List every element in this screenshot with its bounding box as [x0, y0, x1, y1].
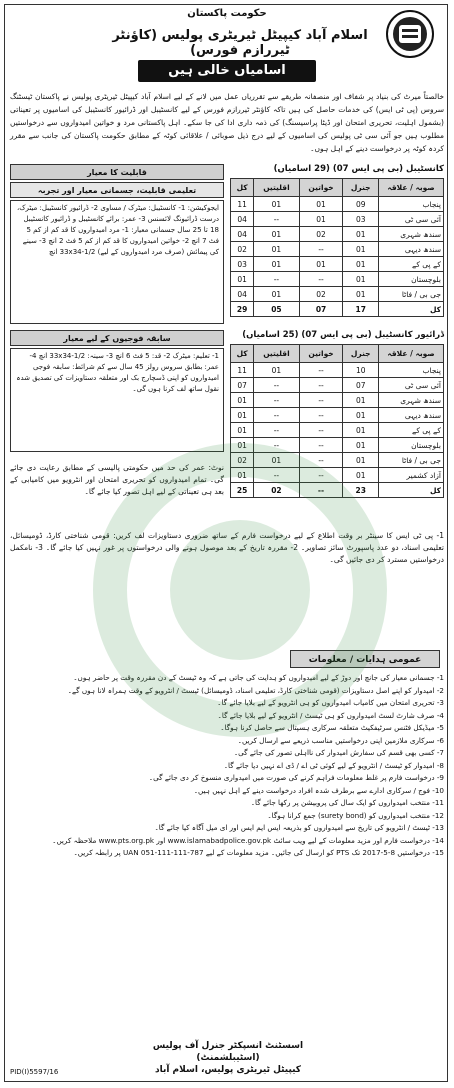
- province-cell: سندھ دیہی: [379, 242, 444, 257]
- province-cell: جی بی / فاٹا: [379, 287, 444, 302]
- table-row: [231, 272, 444, 287]
- count-cell: 04: [231, 212, 254, 227]
- general-instructions-list: [10, 672, 444, 860]
- count-cell: 02: [254, 483, 299, 498]
- count-cell: 01: [343, 287, 379, 302]
- col-header: خواتین: [299, 179, 343, 197]
- count-cell: 01: [254, 242, 299, 257]
- count-cell: 01: [299, 197, 343, 212]
- eligibility-heading: قابلیت کا معیار: [10, 164, 224, 180]
- count-cell: 01: [231, 408, 254, 423]
- table-row: [231, 483, 444, 498]
- intro-paragraph: خالصتاً میرٹ کی بنیاد پر شفاف اور منصفانہ طریقے سے تقرریاں عمل میں لانے کے لیے اسلام آباد کیپیٹل ٹیریٹری پولیس نے پاکستان ٹیسٹنگ سروس (پی ٹی ایس) کی خدمات حاصل کی ہیں تاکہ کاؤنٹر ٹیررازم فورس کے لیے کانسٹیبل اور ڈرائیور کانسٹیبل کی اسامیوں پر تعیناتی (بشمول اہلیت، تحریری امتحان اور ڈیٹا پراسیسنگ) کی ذمہ داری ادا کی جا سکے۔ اہل پاکستانی مرد و خواتین امیدواروں سے درخواستیں مطلوب ہیں جو آئی سی ٹی پولیس کی اسامیوں کے لیے درج ذیل صوبائی / علاقائی کوٹہ کے مطابق حکومت پاکستان کی جانب سے مقرر کردہ کوٹہ پر درخواست دینے کے اہل ہوں۔: [10, 92, 444, 153]
- province-cell: کل: [379, 483, 444, 498]
- count-cell: 02: [231, 242, 254, 257]
- count-cell: 29: [231, 302, 254, 317]
- table-row: [231, 363, 444, 378]
- count-cell: --: [254, 272, 299, 287]
- table-row: [231, 408, 444, 423]
- list-item: 11- منتخب امیدواروں کو ایک سال کی پروبیشن پر رکھا جائے گا۔: [250, 798, 444, 807]
- col-header: صوبہ / علاقہ: [379, 345, 444, 363]
- count-cell: 01: [343, 242, 379, 257]
- count-cell: --: [254, 378, 299, 393]
- count-cell: 23: [343, 483, 379, 498]
- province-cell: کل: [379, 302, 444, 317]
- count-cell: 04: [231, 287, 254, 302]
- driver-constable-quota-table: [230, 344, 444, 498]
- pid-number: PID(I)5597/16: [10, 1068, 59, 1076]
- count-cell: 02: [299, 227, 343, 242]
- count-cell: --: [299, 423, 343, 438]
- count-cell: 01: [254, 453, 299, 468]
- count-cell: 02: [231, 453, 254, 468]
- count-cell: --: [254, 438, 299, 453]
- province-cell: آزاد کشمیر: [379, 468, 444, 483]
- general-instructions-heading: عمومی ہدایات / معلومات: [290, 650, 440, 668]
- count-cell: 03: [343, 212, 379, 227]
- count-cell: 01: [299, 212, 343, 227]
- count-cell: 01: [343, 468, 379, 483]
- province-cell: سندھ دیہی: [379, 408, 444, 423]
- count-cell: 01: [299, 257, 343, 272]
- signature-line-2: کیپیٹل ٹیریٹری پولیس، اسلام آباد: [154, 1065, 302, 1075]
- ex-service-heading: سابقہ فوجیوں کے لیے معیار: [10, 330, 224, 346]
- count-cell: --: [299, 468, 343, 483]
- col-header: صوبہ / علاقہ: [379, 179, 444, 197]
- province-cell: جی بی / فاٹا: [379, 453, 444, 468]
- count-cell: 04: [231, 227, 254, 242]
- table-row: [231, 453, 444, 468]
- count-cell: 07: [231, 378, 254, 393]
- list-item: 12- منتخب امیدواروں کو (surety bond) جمع کرانا ہوگا۔: [267, 810, 444, 820]
- police-logo-icon: [386, 10, 434, 58]
- count-cell: --: [299, 483, 343, 498]
- province-cell: پنجاب: [379, 363, 444, 378]
- signature-block: [140, 1040, 316, 1076]
- count-cell: --: [299, 438, 343, 453]
- table-row: [231, 378, 444, 393]
- list-item: 8- امیدوار کو ٹیسٹ / انٹرویو کے لیے کوئی ٹی اے / ڈی اے نہیں دیا جائے گا۔: [223, 760, 444, 770]
- side-notes: نوٹ: عمر کی حد میں حکومتی پالیسی کے مطابق رعایت دی جائے گی۔ تمام امیدواروں کو تحریری امتحان اور انٹرویو میں کامیابی کے بعد ہی تعیناتی کے لیے اہل تصور کیا جائے گا۔: [10, 463, 224, 496]
- count-cell: 01: [343, 453, 379, 468]
- table-row: [231, 197, 444, 212]
- col-header: جنرل: [343, 179, 379, 197]
- table-row: [231, 212, 444, 227]
- eligibility-details: ایجوکیشن: 1- کانسٹیبل: میٹرک / مساوی 2- ڈرائیور کانسٹیبل: میٹرک، درست ڈرائیونگ لائسنس 3- عمر: برائے کانسٹیبل و ڈرائیور کانسٹیبل 18 تا 25 سال جسمانی معیار: 1- مرد امیدواروں کا قد کم از کم 5 فٹ 7 انچ 2- خواتین امیدواروں کا قد کم از کم 5 فٹ 2 انچ 3- سینے کی پیمائش (صرف مرد امیدواروں کے لیے) 33x34-1/2 انچ: [10, 200, 224, 324]
- province-cell: سندھ شہری: [379, 227, 444, 242]
- list-item: 6- سرکاری ملازمین اپنی درخواستیں مناسب ذریعے سے ارسال کریں۔: [237, 735, 444, 745]
- count-cell: 11: [231, 363, 254, 378]
- table-row: [231, 242, 444, 257]
- table-row: [231, 302, 444, 317]
- list-item: 5- میڈیکل فٹنس سرٹیفکیٹ متعلقہ سرکاری ہسپتال سے حاصل کرنا ہوگا۔: [220, 723, 444, 732]
- count-cell: 07: [343, 378, 379, 393]
- count-cell: --: [299, 453, 343, 468]
- count-cell: --: [299, 242, 343, 257]
- province-cell: سندھ شہری: [379, 393, 444, 408]
- government-heading: حکومت پاکستان: [187, 8, 267, 19]
- province-cell: آئی سی ٹی: [379, 212, 444, 227]
- count-cell: --: [254, 212, 299, 227]
- province-cell: بلوچستان: [379, 438, 444, 453]
- count-cell: 01: [254, 197, 299, 212]
- list-item: 3- تحریری امتحان میں کامیاب امیدواروں کو ہی انٹرویو کے لیے بلایا جائے گا۔: [217, 698, 444, 707]
- count-cell: --: [254, 393, 299, 408]
- count-cell: 07: [299, 302, 343, 317]
- table1-title: کانسٹیبل (بی پی ایس 07) (29 اسامیاں): [273, 164, 444, 174]
- count-cell: 01: [343, 272, 379, 287]
- col-header: کل: [231, 345, 254, 363]
- count-cell: 03: [231, 257, 254, 272]
- count-cell: 01: [343, 257, 379, 272]
- count-cell: --: [254, 408, 299, 423]
- list-item: 2- امیدوار کو اپنے اصل دستاویزات (قومی شناختی کارڈ، تعلیمی اسناد، ڈومیسائل) ٹیسٹ / انٹرویو کے وقت ہمراہ لانا ہوں گے۔: [67, 685, 444, 695]
- table-row: [231, 393, 444, 408]
- count-cell: --: [299, 272, 343, 287]
- table-row: [231, 468, 444, 483]
- eligibility-subheading: تعلیمی قابلیت، جسمانی معیار اور تجربہ: [10, 182, 224, 198]
- col-header: اقلیتیں: [254, 345, 299, 363]
- count-cell: 11: [231, 197, 254, 212]
- signature-line-1: اسسٹنٹ انسپکٹر جنرل آف پولیس (اسٹیبلشمنٹ): [152, 1041, 304, 1063]
- list-item: 9- درخواست فارم پر غلط معلومات فراہم کرنے کی صورت میں امیدواری منسوخ کر دی جائے گی۔: [148, 773, 444, 782]
- count-cell: 09: [343, 197, 379, 212]
- table-row: [231, 438, 444, 453]
- count-cell: --: [254, 468, 299, 483]
- col-header: اقلیتیں: [254, 179, 299, 197]
- count-cell: 02: [299, 287, 343, 302]
- count-cell: 01: [231, 272, 254, 287]
- list-item: 1- جسمانی معیار کی جانچ اور دوڑ کے لیے امیدواروں کو ہدایت کی جاتی ہے کہ وہ ٹیسٹ کے دن مقررہ وقت پر حاضر ہوں۔: [73, 673, 444, 682]
- constable-quota-table: [230, 178, 444, 317]
- count-cell: 10: [343, 363, 379, 378]
- province-cell: بلوچستان: [379, 272, 444, 287]
- col-header: کل: [231, 179, 254, 197]
- count-cell: 01: [343, 423, 379, 438]
- list-item: 10- فوج / سرکاری ادارے سے برطرف شدہ افراد درخواست دینے کے اہل نہیں ہیں۔: [193, 785, 444, 795]
- count-cell: 01: [254, 363, 299, 378]
- list-item: 15- درخواستیں 8-5-2017 تک PTS کو ارسال کی جائیں۔ مزید معلومات کے لیے UAN 051-111-111-787 پر رابطہ کریں۔: [73, 848, 444, 857]
- col-header: جنرل: [343, 345, 379, 363]
- count-cell: 01: [254, 257, 299, 272]
- table-row: [231, 227, 444, 242]
- table-row: [231, 287, 444, 302]
- count-cell: 01: [343, 408, 379, 423]
- count-cell: --: [299, 363, 343, 378]
- documents-instructions: 1- پی ٹی ایس کا سینٹر بر وقت اطلاع کے لیے درخواست فارم کے ساتھ ضروری دستاویزات لف کریں: قومی شناختی کارڈ، ڈومیسائل، تعلیمی اسناد، دو عدد پاسپورٹ سائز تصاویر۔ 2- مقررہ تاریخ کے بعد موصول ہونے والی درخواستوں پر غور نہیں کیا جائے گا۔ 3- نامکمل درخواستیں مسترد کر دی جائیں گی۔: [10, 531, 445, 564]
- count-cell: 17: [343, 302, 379, 317]
- count-cell: 01: [231, 468, 254, 483]
- count-cell: 01: [343, 438, 379, 453]
- count-cell: --: [254, 423, 299, 438]
- list-item: 14- درخواست فارم اور مزید معلومات کے لیے ویب سائٹ www.islamabadpolice.gov.pk اور www.pts.org.pk ملاحظہ کریں۔: [52, 835, 444, 845]
- ex-service-details: 1- تعلیم: میٹرک 2- قد: 5 فٹ 6 انچ 3- سینہ: 33x34-1/2 انچ 4- عمر: بطابق سروس رولز 45 سال سے کم شرائط: سابقہ فوجی امیدواروں کو اپنی ڈسچارج بک اور متعلقہ دستاویزات کی تصدیق شدہ نقول ساتھ لف کرنا ہوں گی۔: [10, 348, 224, 452]
- count-cell: 01: [254, 287, 299, 302]
- count-cell: 01: [231, 438, 254, 453]
- count-cell: 01: [231, 393, 254, 408]
- list-item: 13- ٹیسٹ / انٹرویو کی تاریخ سے امیدواروں کو بذریعہ ایس ایم ایس اور ای میل آگاہ کیا جائے گا۔: [154, 823, 444, 832]
- table-row: [231, 257, 444, 272]
- count-cell: --: [299, 408, 343, 423]
- table-row: [231, 423, 444, 438]
- count-cell: 01: [254, 227, 299, 242]
- count-cell: 01: [231, 423, 254, 438]
- list-item: 7- کسی بھی قسم کی سفارش امیدوار کی نااہلی تصور کی جائے گی۔: [233, 748, 444, 757]
- vacancies-banner: اسامیاں خالی ہیں: [138, 60, 316, 82]
- col-header: خواتین: [299, 345, 343, 363]
- count-cell: 01: [343, 227, 379, 242]
- count-cell: 05: [254, 302, 299, 317]
- count-cell: 01: [343, 393, 379, 408]
- count-cell: 25: [231, 483, 254, 498]
- province-cell: کے پی کے: [379, 423, 444, 438]
- page-title: اسلام آباد کیپیٹل ٹیریٹری پولیس (کاؤنٹر ٹیررازم فورس): [112, 28, 368, 58]
- table2-title: ڈرائیور کانسٹیبل (بی پی ایس 07) (25 اسامیاں): [242, 330, 444, 340]
- count-cell: --: [299, 378, 343, 393]
- province-cell: آئی سی ٹی: [379, 378, 444, 393]
- list-item: 4- صرف شارٹ لسٹ امیدواروں کو ہی ٹیسٹ / انٹرویو کے لیے بلایا جائے گا۔: [217, 710, 444, 720]
- province-cell: کے پی کے: [379, 257, 444, 272]
- province-cell: پنجاب: [379, 197, 444, 212]
- count-cell: --: [299, 393, 343, 408]
